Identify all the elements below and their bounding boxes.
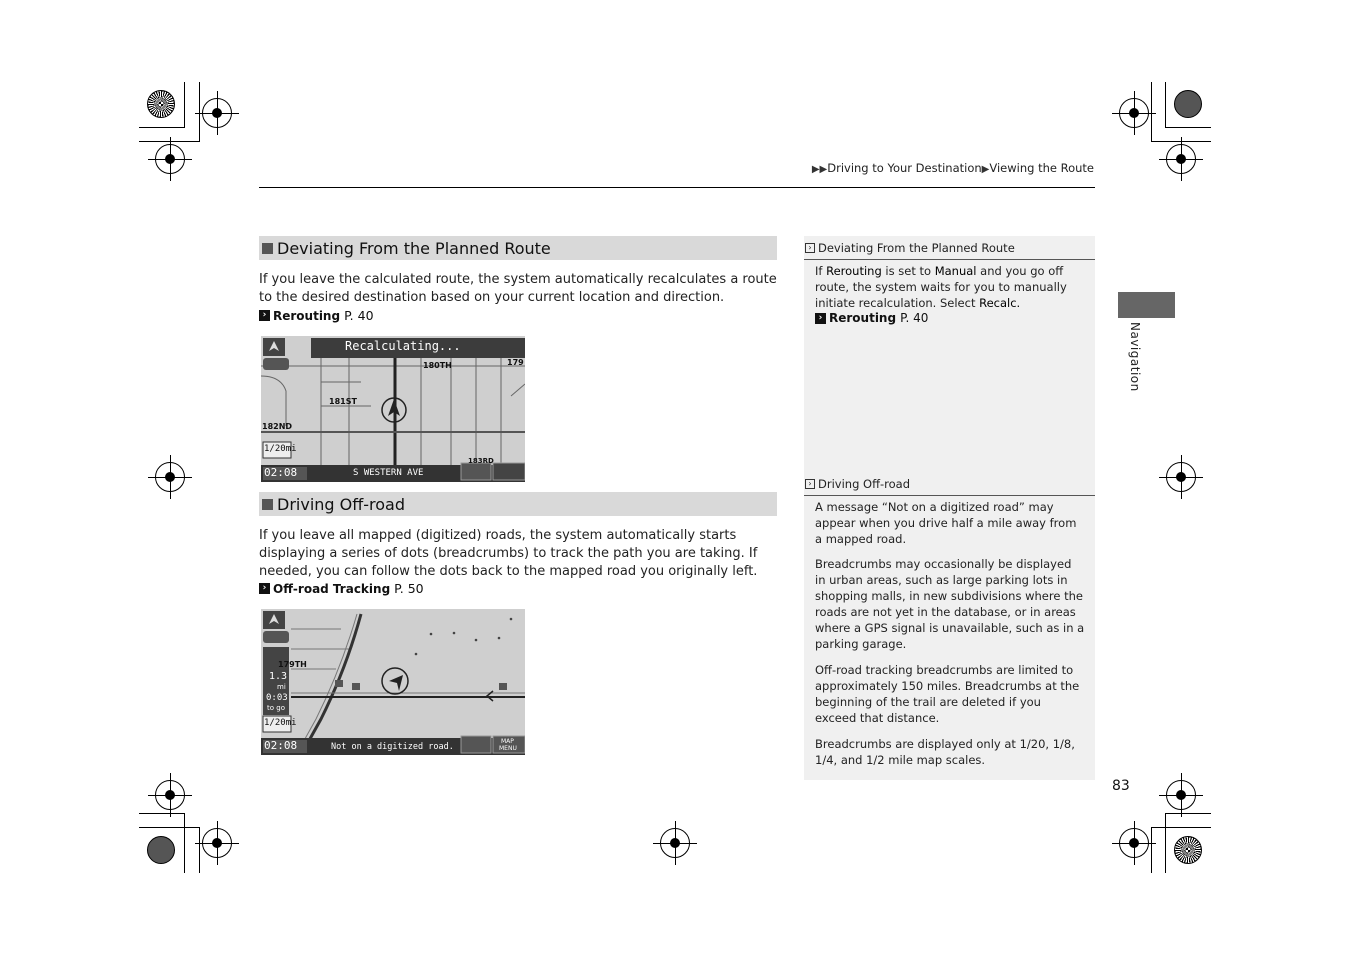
chapter-tab	[1118, 292, 1175, 318]
crop-mark	[1151, 827, 1211, 828]
note-icon: ›	[805, 243, 815, 253]
xref-page: P. 40	[344, 308, 374, 323]
registration-star-icon	[147, 836, 175, 864]
breadcrumb-item[interactable]: Viewing the Route	[989, 161, 1094, 175]
map-scale: 1/20mi	[264, 718, 297, 728]
section-body: If you leave all mapped (digitized) roads, the system automatically starts displaying a series of dots (breadcrumbs) to track the path you are taking. If needed, you can follow the dots back to the mapped road you originally left.	[259, 528, 758, 579]
crop-mark	[1165, 82, 1166, 128]
crosshair-icon	[1119, 98, 1149, 128]
eta-value: 0:03	[266, 693, 288, 703]
map-menu-button-label: MENU	[499, 745, 517, 752]
section-title: Deviating From the Planned Route	[277, 238, 551, 258]
distance-unit: mi	[277, 683, 286, 691]
eta-label: to go	[267, 704, 285, 712]
note-title	[804, 236, 1095, 260]
section-heading	[259, 492, 777, 516]
crosshair-icon	[1166, 144, 1196, 174]
nav-screen-recalculating	[261, 336, 525, 482]
street-label: 179TH	[278, 660, 307, 669]
note-paragraph: Breadcrumbs are displayed only at 1/20, 1/8, 1/4, and 1/2 mile map scales.	[815, 737, 1075, 767]
registration-star-icon	[1174, 90, 1202, 118]
section-body: If you leave the calculated route, the system automatically recalculates a route to the desired destination based on your current location and direction.	[259, 272, 777, 305]
crosshair-icon	[202, 98, 232, 128]
crop-mark	[1165, 127, 1211, 128]
breadcrumb-arrow-icon: ▶	[981, 164, 990, 175]
crosshair-icon	[1166, 780, 1196, 810]
crosshair-icon	[660, 828, 690, 858]
street-label: 182ND	[262, 422, 293, 431]
registration-star-icon	[147, 90, 175, 118]
note-title-text: Deviating From the Planned Route	[818, 240, 1015, 255]
off-road-message: Not on a digitized road.	[331, 742, 454, 752]
cross-reference-link[interactable]	[815, 311, 928, 325]
crosshair-icon	[155, 462, 185, 492]
crosshair-icon	[155, 780, 185, 810]
street-label: 183RD	[468, 457, 494, 465]
crop-mark	[139, 127, 185, 128]
clock: 02:08	[264, 466, 298, 479]
street-label: 180TH	[423, 361, 452, 370]
breadcrumb-arrow-icon: ▶▶	[811, 164, 828, 175]
section-title: Driving Off-road	[277, 494, 406, 514]
street-label: 181ST	[329, 397, 357, 406]
crop-mark	[184, 82, 185, 128]
map-graphic	[261, 609, 525, 755]
xref-page: P. 40	[900, 311, 929, 325]
crop-mark	[1151, 827, 1152, 873]
street-label: 179	[507, 358, 524, 367]
crop-mark	[1165, 813, 1166, 873]
square-bullet-icon	[262, 243, 273, 254]
breadcrumb	[812, 161, 1094, 175]
page-number: 83	[1112, 778, 1130, 794]
registration-star-icon	[1174, 836, 1202, 864]
note-paragraph: If Rerouting is set to Manual and you go off route, the system waits for you to manually initiate recalculation. Select Recalc.	[815, 264, 1067, 310]
note-paragraph: A message “Not on a digitized road” may appear when you drive half a mile away from a mapped road.	[815, 500, 1077, 546]
crop-mark	[184, 813, 185, 873]
crop-mark	[139, 827, 199, 828]
xref-label: Rerouting	[273, 308, 341, 323]
note-title	[804, 472, 1095, 496]
chapter-label: Navigation	[1128, 322, 1142, 392]
cross-reference-link[interactable]	[259, 581, 424, 596]
header-divider	[259, 187, 1095, 188]
note-icon: ›	[805, 479, 815, 489]
crop-mark	[139, 813, 185, 814]
crosshair-icon	[202, 828, 232, 858]
breadcrumb-item[interactable]: Driving to Your Destination	[827, 161, 982, 175]
reference-arrow-icon: ›	[259, 310, 270, 321]
note-paragraph: Off-road tracking breadcrumbs are limited to approximately 150 miles. Breadcrumbs at the beginning of the trail are deleted if you exceed that distance.	[815, 663, 1080, 725]
current-road: S WESTERN AVE	[353, 468, 424, 478]
crosshair-icon	[1166, 462, 1196, 492]
xref-page: P. 50	[394, 581, 424, 596]
note-paragraph: Breadcrumbs may occasionally be displayed in urban areas, such as large parking lots in shopping malls, in new subdivisions where the roads are not yet in the database, or in areas where a GPS signal is unavailable, such as in a parking garage.	[815, 557, 1085, 651]
section-heading	[259, 236, 777, 260]
crop-mark	[199, 827, 200, 873]
nav-screen-off-road	[261, 609, 525, 755]
cross-reference-link[interactable]	[259, 308, 374, 323]
map-menu-button[interactable]: MAP	[501, 738, 514, 745]
xref-label: Off-road Tracking	[273, 581, 391, 596]
xref-label: Rerouting	[829, 311, 897, 325]
recalculating-banner: Recalculating...	[345, 339, 461, 353]
distance-value: 1.3	[269, 671, 288, 682]
crosshair-icon	[155, 144, 185, 174]
reference-arrow-icon: ›	[815, 313, 826, 324]
note-title-text: Driving Off-road	[818, 476, 911, 491]
clock: 02:08	[264, 739, 298, 752]
map-scale: 1/20mi	[264, 444, 297, 454]
crop-mark	[1165, 813, 1211, 814]
reference-arrow-icon: ›	[259, 583, 270, 594]
crosshair-icon	[1119, 828, 1149, 858]
square-bullet-icon	[262, 499, 273, 510]
